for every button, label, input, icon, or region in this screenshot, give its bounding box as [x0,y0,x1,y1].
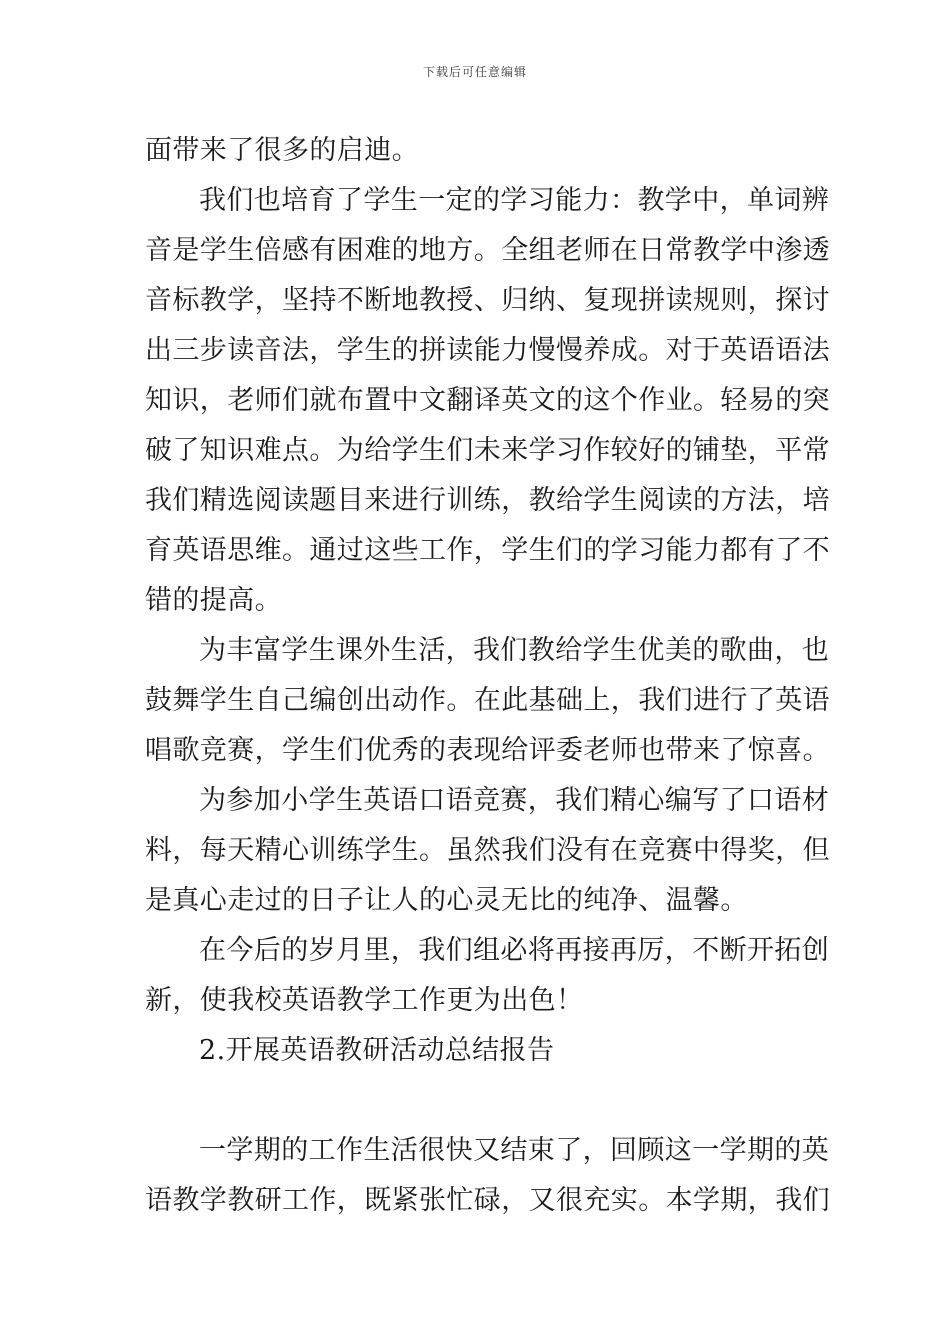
paragraph-line: 在今后的岁月里，我们组必将再接再厉，不断开拓创 [199,935,830,966]
paragraph-line: 音是学生倍感有困难的地方。全组老师在日常教学中渗透 [145,235,830,266]
paragraph-line: 育英语思维。通过这些工作，学生们的学习能力都有了不 [145,535,830,566]
document-body [145,126,830,1226]
paragraph-line: 是真心走过的日子让人的心灵无比的纯净、温馨。 [145,885,748,916]
paragraph-line: 为参加小学生英语口语竞赛，我们精心编写了口语材 [199,785,830,816]
paragraph-line: 我们也培育了学生一定的学习能力：教学中，单词辨 [199,185,830,216]
paragraph-line: 音标教学，坚持不断地教授、归纳、复现拼读规则，探讨 [145,285,830,316]
paragraph-line: 新，使我校英语教学工作更为出色！ [145,985,584,1016]
paragraph-line: 一学期的工作生活很快又结束了，回顾这一学期的英 [199,1135,830,1166]
section-heading: 2.开展英语教研活动总结报告 [199,1035,555,1066]
paragraph-line: 知识，老师们就布置中文翻译英文的这个作业。轻易的突 [145,385,830,416]
paragraph-line: 鼓舞学生自己编创出动作。在此基础上，我们进行了英语 [145,685,830,716]
paragraph-line: 唱歌竞赛，学生们优秀的表现给评委老师也带来了惊喜。 [145,735,830,766]
paragraph-line: 我们精选阅读题目来进行训练，教给学生阅读的方法，培 [145,485,830,516]
paragraph-line: 料，每天精心训练学生。虽然我们没有在竞赛中得奖，但 [145,835,830,866]
paragraph-line: 错的提高。 [145,585,282,616]
paragraph-line: 面带来了很多的启迪。 [145,135,419,166]
paragraph-line: 语教学教研工作，既紧张忙碌，又很充实。本学期，我们 [145,1185,830,1216]
paragraph-line: 破了知识难点。为给学生们未来学习作较好的铺垫，平常 [145,435,830,466]
blank-line [145,1076,810,1126]
page-header-note: 下载后可任意编辑 [422,65,527,79]
paragraph-line: 为丰富学生课外生活，我们教给学生优美的歌曲，也 [199,635,830,666]
paragraph-line: 出三步读音法，学生的拼读能力慢慢养成。对于英语语法 [145,335,830,366]
